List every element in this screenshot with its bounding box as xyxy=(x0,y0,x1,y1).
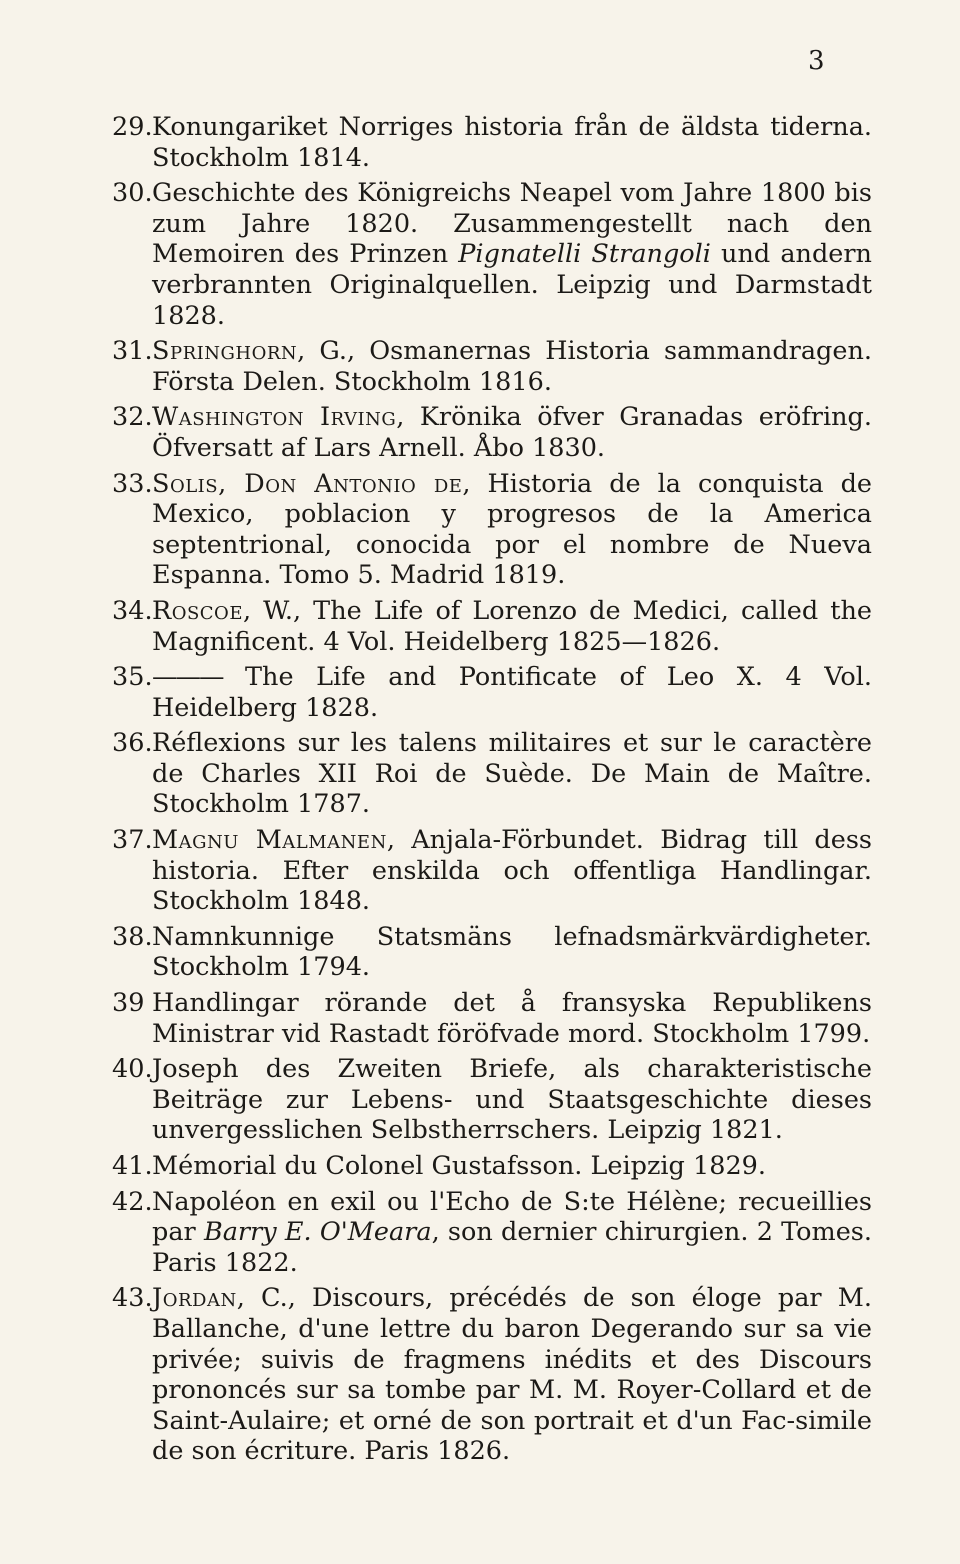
entry-text-part: Réflexions sur les talens militaires et sur le caractère de Charles XII Roi de Suède. De Main de Maître. Stockholm 1787. xyxy=(152,728,872,820)
entry-number: 42. xyxy=(112,1186,153,1217)
entry-text-part: Namnkunnige Statsmäns lefnadsmärkvärdigheter. Stockholm 1794. xyxy=(152,921,872,983)
entry-text-part: , C., Discours, précédés de son éloge par M. Ballanche, d'une lettre du baron Degerando sur sa vie privée; suivis de fragmens inédits et des Discours prononcés sur sa tombe par M. M. Royer-Collard et de Saint-Aulaire; et orné de son portrait et d'un Fac-simile de son écriture. Paris 1826. xyxy=(152,1283,872,1467)
entry-text-part: Mémorial du Colonel Gustafsson. Leipzig 1829. xyxy=(152,1151,766,1181)
entry-number: 35. xyxy=(112,662,153,693)
entry-author: Magnu Malmanen xyxy=(152,825,387,856)
entry-text xyxy=(152,988,872,1049)
catalog-entry xyxy=(112,825,872,917)
entry-text xyxy=(152,825,872,917)
entry-author: Springhorn xyxy=(152,336,298,367)
catalog-entry xyxy=(112,728,872,820)
entry-author: Solis, Don Antonio de xyxy=(152,468,463,499)
entry-text-part: , Historia de la conquista de Mexico, poblacion y progresos de la America septentrional, conocida por el nombre de Nueva Espanna. Tomo 5. Madrid 1819. xyxy=(152,468,872,591)
catalog-entry xyxy=(112,1054,872,1146)
catalog-entry xyxy=(112,988,872,1049)
entry-text xyxy=(152,112,872,173)
entry-text-part: , son dernier chirurgien. 2 Tomes. Paris 1822. xyxy=(152,1217,872,1278)
entry-text-part: , Anjala-Förbundet. Bidrag till dess historia. Efter enskilda och offentliga Handlingar. Stockholm 1848. xyxy=(152,825,872,917)
entry-text-part: ——— xyxy=(152,662,223,693)
catalog-entry xyxy=(112,1151,872,1182)
catalog-entry xyxy=(112,922,872,983)
page-number: 3 xyxy=(808,46,825,76)
entry-italic: Pignatelli Strangoli xyxy=(458,239,711,270)
entry-text xyxy=(152,922,872,983)
entry-text-part: Handlingar rörande det å fransyska Republikens Ministrar vid Rastadt föröfvade mord. Stockholm 1799. xyxy=(152,988,872,1049)
entry-text-part: , G., Osmanernas Historia sammandragen. Första Delen. Stockholm 1816. xyxy=(152,336,872,397)
entry-number: 40. xyxy=(112,1054,153,1085)
entry-number: 32. xyxy=(112,402,153,433)
entry-number: 41. xyxy=(112,1151,153,1181)
entry-text xyxy=(152,1283,872,1467)
entry-author: Roscoe xyxy=(152,595,243,626)
entry-text xyxy=(152,596,872,657)
entry-number: 39 xyxy=(112,988,145,1019)
entry-text xyxy=(152,1151,872,1182)
entry-text-part: und andern verbrannten Originalquellen. Leipzig und Darmstadt 1828. xyxy=(152,239,872,331)
entry-number: 30. xyxy=(112,178,153,209)
entry-text xyxy=(152,1054,872,1146)
entry-number: 31. xyxy=(112,336,153,367)
entry-text xyxy=(152,469,872,591)
entry-text-part: , W., The Life of Lorenzo de Medici, called the Magnificent. 4 Vol. Heidelberg 1825—1826. xyxy=(152,595,872,657)
entry-number: 43. xyxy=(112,1283,153,1314)
entry-text xyxy=(152,178,872,331)
catalog-entry xyxy=(112,662,872,723)
catalog-list xyxy=(112,112,872,1472)
catalog-entry xyxy=(112,112,872,173)
catalog-entry xyxy=(112,402,872,463)
entry-text-part: Geschichte des Königreichs Neapel vom Jahre 1800 bis zum Jahre 1820. Zusammengestellt nach den Memoiren des Prinzen xyxy=(152,178,872,270)
entry-author: Washington Irving xyxy=(152,402,397,433)
entry-text-part: Joseph des Zweiten Briefe, als charakteristische Beiträge zur Lebens- und Staatsgeschichte dieses unvergesslichen Selbstherrschers. Leipzig 1821. xyxy=(152,1054,872,1146)
entry-text xyxy=(152,336,872,397)
entry-text xyxy=(152,728,872,820)
entry-text-part: The Life and Pontificate of Leo X. 4 Vol. Heidelberg 1828. xyxy=(152,662,872,723)
entry-number: 33. xyxy=(112,468,153,499)
catalog-entry xyxy=(112,178,872,331)
entry-text-part: Napoléon en exil ou l'Echo de S:te Hélène; recueillies par xyxy=(152,1186,872,1248)
catalog-entry xyxy=(112,469,872,591)
entry-author: Jordan xyxy=(152,1283,237,1314)
entry-number: 29. xyxy=(112,112,153,142)
catalog-entry xyxy=(112,596,872,657)
entry-text-part: , Krönika öfver Granadas eröfring. Öfversatt af Lars Arnell. Åbo 1830. xyxy=(152,402,872,463)
entry-number: 34. xyxy=(112,595,153,626)
entry-text xyxy=(152,402,872,463)
entry-number: 37. xyxy=(112,825,153,856)
catalog-entry xyxy=(112,336,872,397)
catalog-entry xyxy=(112,1283,872,1467)
entry-italic: Barry E. O'Meara xyxy=(203,1217,432,1248)
catalog-entry xyxy=(112,1187,872,1279)
entry-number: 38. xyxy=(112,921,153,952)
entry-text-part: Konungariket Norriges historia från de äldsta tiderna. Stockholm 1814. xyxy=(152,112,872,173)
entry-number: 36. xyxy=(112,728,153,759)
entry-text xyxy=(152,662,872,723)
entry-text xyxy=(152,1187,872,1279)
